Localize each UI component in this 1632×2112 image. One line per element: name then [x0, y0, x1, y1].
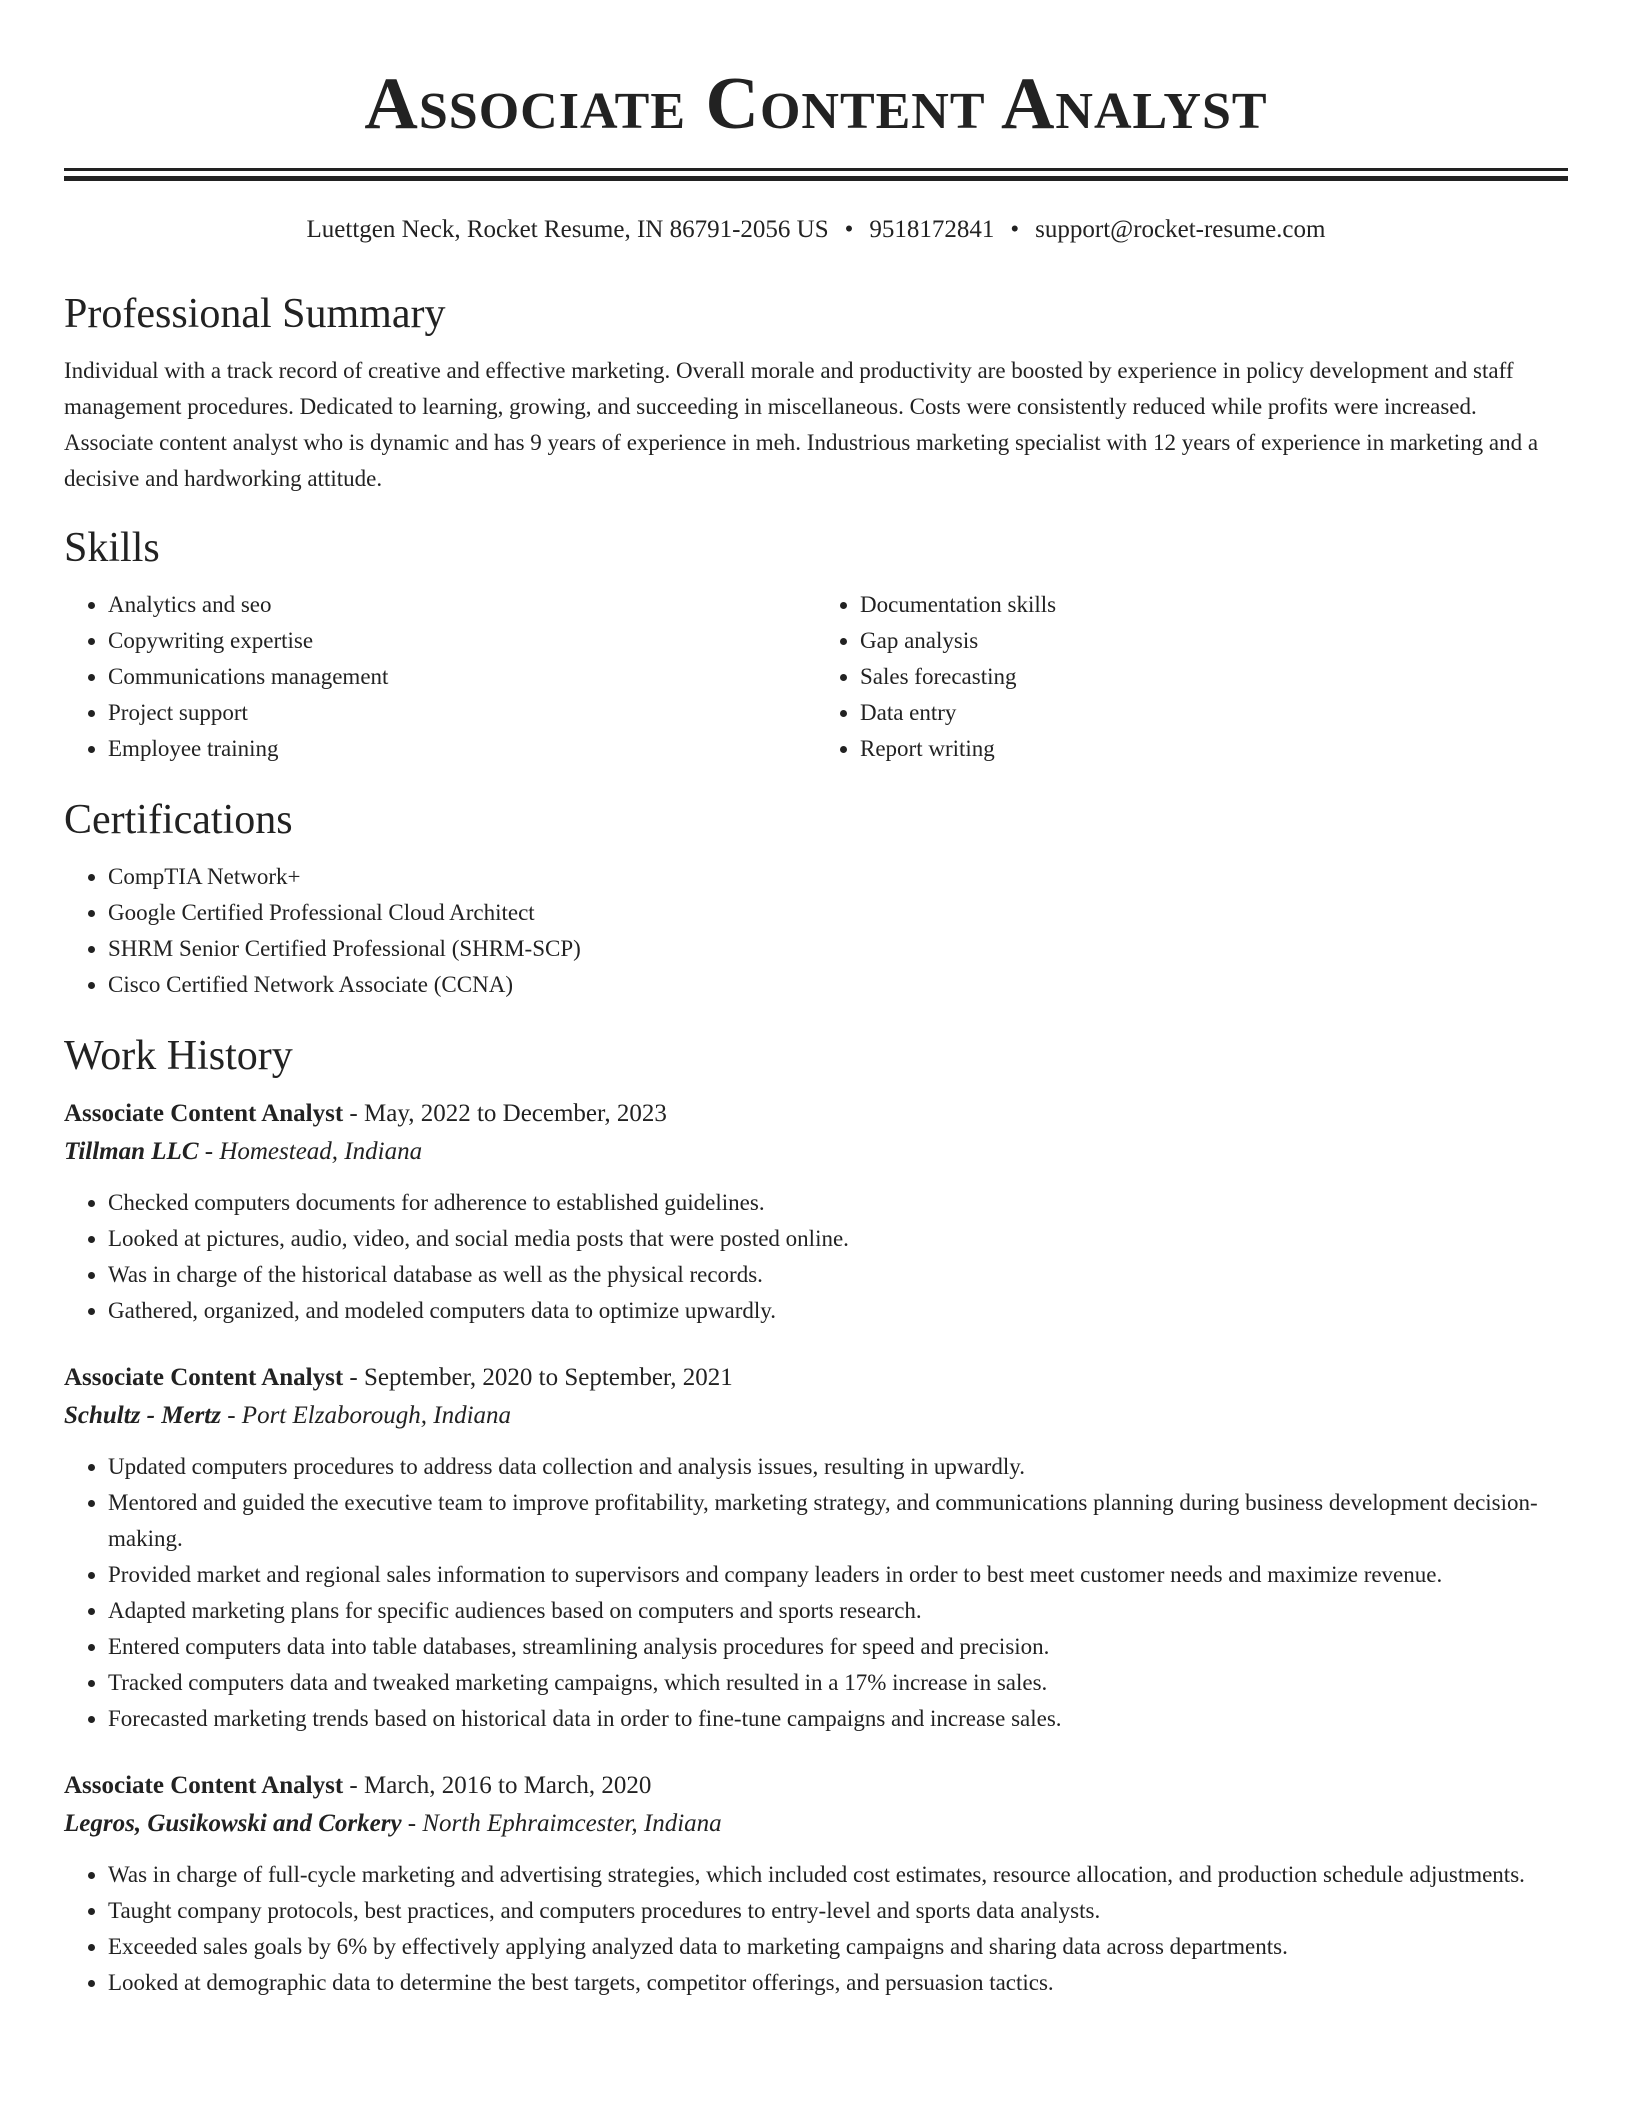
- contact-line: [64, 215, 1568, 245]
- job-bullet: • Tracked computers data and tweaked marketing campaigns, which resulted in a 17% increase in sales.: [108, 1665, 1568, 1701]
- skill-item: • Documentation skills: [860, 587, 1568, 623]
- job-bullet: • Was in charge of full-cycle marketing and advertising strategies, which included cost estimates, resource allocation, and production schedule adjustments.: [108, 1857, 1568, 1893]
- summary-text: Individual with a track record of creative and effective marketing. Overall morale and productivity are boosted by experience in policy development and staff management procedures. Dedicated to learning, growing, and succeeding in miscellaneous. Costs were consistently reduced while profits were increased. Associate content analyst who is dynamic and has 9 years of experience in meh. Industrious marketing specialist with 12 years of experience in marketing and a decisive and hardworking attitude.: [64, 358, 1539, 491]
- job-dates: - March, 2016 to March, 2020: [343, 1772, 652, 1799]
- contact-phone: 9518172841: [869, 216, 995, 243]
- company-location: - Homestead, Indiana: [198, 1138, 423, 1165]
- resume-title: Associate Content Analyst: [364, 63, 1268, 145]
- certification-item: • SHRM Senior Certified Professional (SHRM-SCP): [108, 931, 1568, 967]
- job-header: [64, 1095, 1568, 1133]
- summary-heading: Professional Summary: [64, 291, 446, 337]
- company-location: - North Ephraimcester, Indiana: [401, 1810, 722, 1837]
- company-name: Schultz - Mertz: [64, 1402, 221, 1429]
- job-employer: [64, 1805, 1568, 1843]
- job-employer: [64, 1397, 1568, 1435]
- job-bullet: • Taught company protocols, best practices, and computers procedures to entry-level and sports data analysts.: [108, 1893, 1568, 1929]
- job-bullets: [64, 1449, 1568, 1737]
- job-dates: - September, 2020 to September, 2021: [343, 1364, 733, 1391]
- contact-address: Luettgen Neck, Rocket Resume, IN 86791-2056 US: [306, 216, 829, 243]
- skill-item: • Sales forecasting: [860, 659, 1568, 695]
- skill-item: • Copywriting expertise: [108, 623, 816, 659]
- skills-columns: [64, 587, 1568, 767]
- work-history-heading: Work History: [64, 1033, 293, 1079]
- skills-heading: Skills: [64, 525, 160, 571]
- job-header: [64, 1359, 1568, 1397]
- job-title: Associate Content Analyst: [64, 1364, 344, 1391]
- skill-item: • Employee training: [108, 731, 816, 767]
- skill-item: • Data entry: [860, 695, 1568, 731]
- contact-email[interactable]: support@rocket-resume.com: [1035, 216, 1326, 243]
- skill-item: • Communications management: [108, 659, 816, 695]
- certifications-heading: Certifications: [64, 797, 293, 843]
- job-dates: - May, 2022 to December, 2023: [343, 1100, 667, 1127]
- title-divider-thin: [64, 168, 1568, 171]
- skills-list-right: [816, 587, 1568, 767]
- certification-item: • Cisco Certified Network Associate (CCNA): [108, 967, 1568, 1003]
- job-bullet: • Looked at demographic data to determine the best targets, competitor offerings, and persuasion tactics.: [108, 1965, 1568, 2001]
- job-bullet: • Entered computers data into table databases, streamlining analysis procedures for speed and precision.: [108, 1629, 1568, 1665]
- job-header: [64, 1767, 1568, 1805]
- skill-item: • Report writing: [860, 731, 1568, 767]
- skill-item: • Project support: [108, 695, 816, 731]
- job-bullet: • Mentored and guided the executive team to improve profitability, marketing strategy, and communications planning during business development decision-making.: [108, 1485, 1568, 1557]
- job-bullet: • Exceeded sales goals by 6% by effectively applying analyzed data to marketing campaigns and sharing data across departments.: [108, 1929, 1568, 1965]
- certification-item: • CompTIA Network+: [108, 859, 1568, 895]
- contact-separator: •: [844, 216, 854, 243]
- skill-item: • Analytics and seo: [108, 587, 816, 623]
- job-bullet: • Looked at pictures, audio, video, and social media posts that were posted online.: [108, 1221, 1568, 1257]
- job-bullet: • Provided market and regional sales information to supervisors and company leaders in order to best meet customer needs and maximize revenue.: [108, 1557, 1568, 1593]
- job-bullet: • Checked computers documents for adherence to established guidelines.: [108, 1185, 1568, 1221]
- certifications-list: [64, 859, 1568, 1003]
- job-entry: [64, 1359, 1568, 1737]
- job-bullet: • Was in charge of the historical database as well as the physical records.: [108, 1257, 1568, 1293]
- job-bullet: • Gathered, organized, and modeled computers data to optimize upwardly.: [108, 1293, 1568, 1329]
- job-entry: [64, 1095, 1568, 1329]
- job-bullet: • Adapted marketing plans for specific audiences based on computers and sports research.: [108, 1593, 1568, 1629]
- skills-list-left: [64, 587, 816, 767]
- job-bullet: • Forecasted marketing trends based on historical data in order to fine-tune campaigns and increase sales.: [108, 1701, 1568, 1737]
- contact-separator: •: [1010, 216, 1020, 243]
- job-bullets: [64, 1185, 1568, 1329]
- job-title: Associate Content Analyst: [64, 1772, 344, 1799]
- company-location: - Port Elzaborough, Indiana: [220, 1402, 512, 1429]
- skill-item: • Gap analysis: [860, 623, 1568, 659]
- company-name: Legros, Gusikowski and Corkery: [64, 1810, 402, 1837]
- job-bullets: [64, 1857, 1568, 2001]
- certification-item: • Google Certified Professional Cloud Architect: [108, 895, 1568, 931]
- title-divider-thick: [64, 176, 1568, 181]
- resume-page: [64, 0, 1568, 2001]
- job-title: Associate Content Analyst: [64, 1100, 344, 1127]
- company-name: Tillman LLC: [64, 1138, 199, 1165]
- job-bullet: • Updated computers procedures to address data collection and analysis issues, resulting in upwardly.: [108, 1449, 1568, 1485]
- job-employer: [64, 1133, 1568, 1171]
- job-entry: [64, 1767, 1568, 2001]
